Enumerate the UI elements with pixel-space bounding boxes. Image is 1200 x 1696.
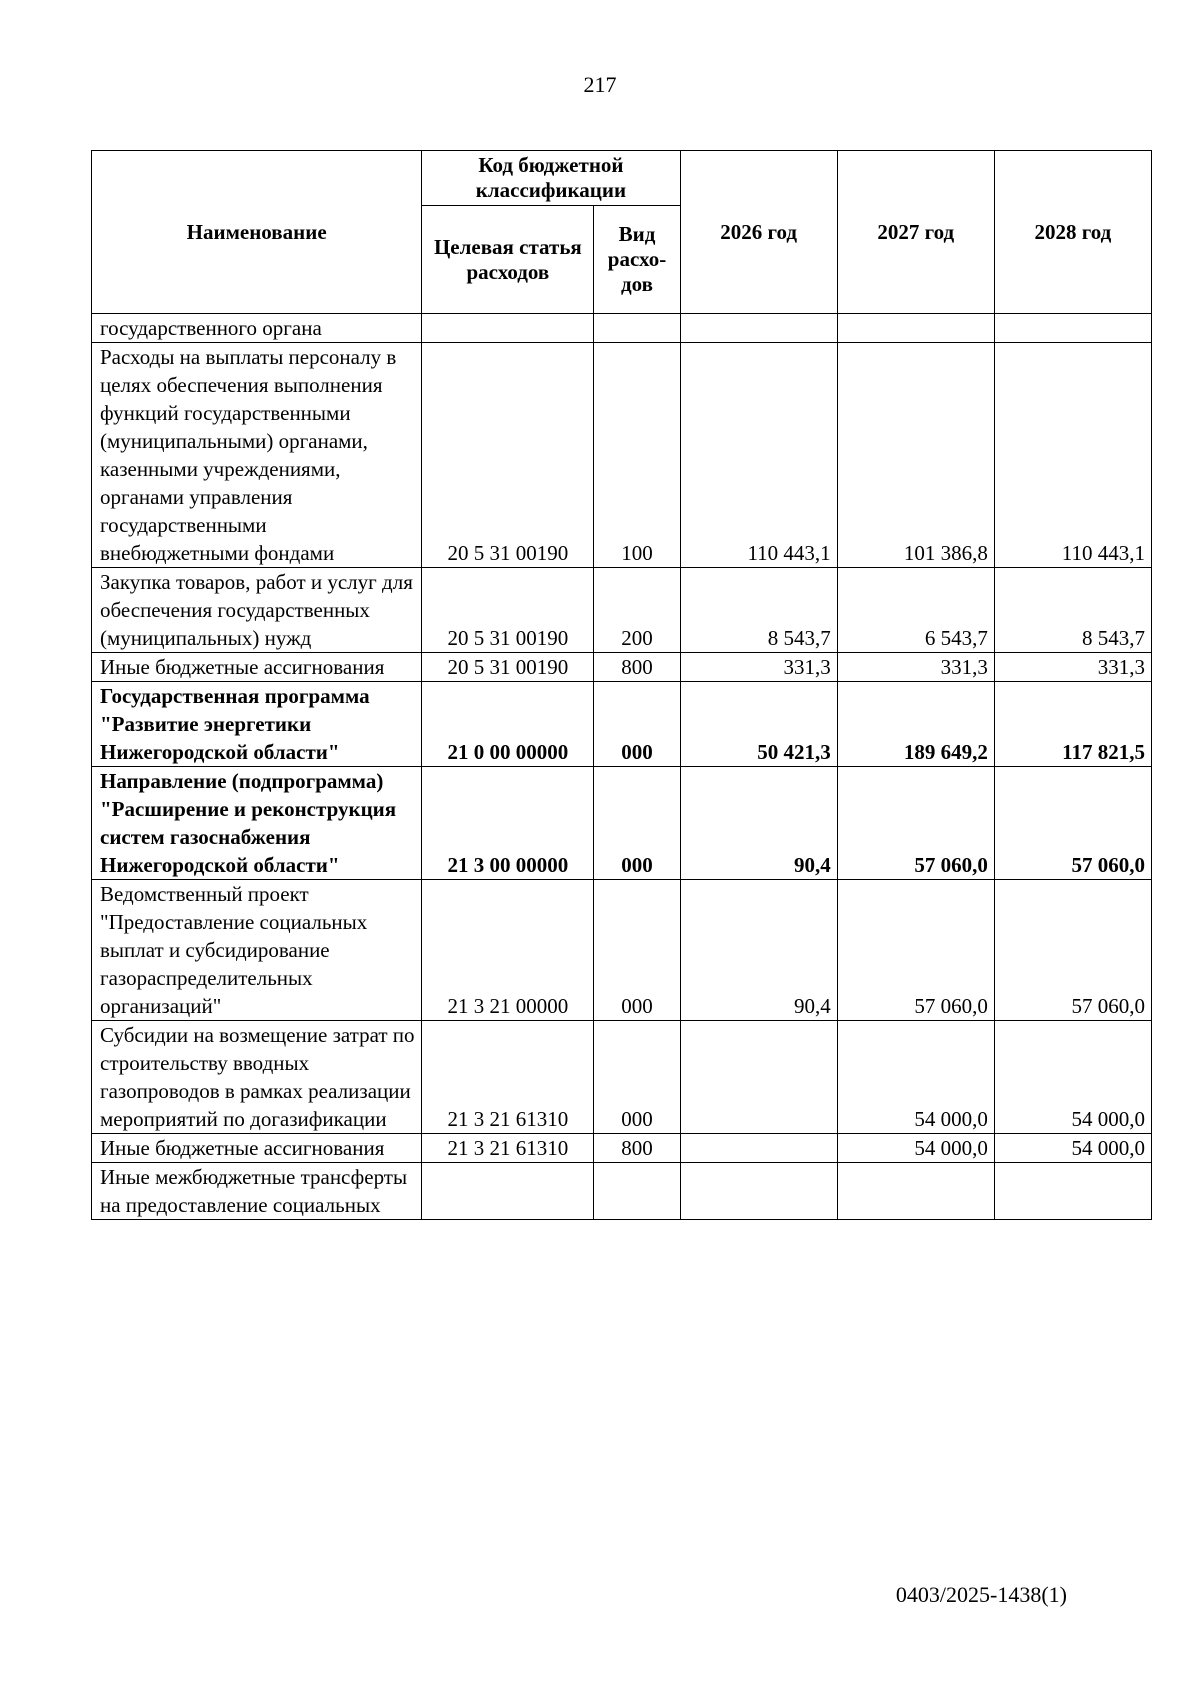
cell-name: Расходы на выплаты персоналу в целях обеспечения выполнения функций государственными (муниципальными) органами, казенными учреждениями, органами управления государственными внебюджетными фондами (92, 343, 422, 568)
cell-2028: 117 821,5 (994, 682, 1151, 767)
header-expense-type: Вид расхо-дов (594, 206, 680, 314)
cell-expense-type: 800 (594, 1134, 680, 1163)
cell-2026: 110 443,1 (680, 343, 837, 568)
header-year-2028: 2028 год (994, 151, 1151, 314)
cell-expense-type: 000 (594, 880, 680, 1021)
cell-2028: 331,3 (994, 653, 1151, 682)
cell-2028: 54 000,0 (994, 1134, 1151, 1163)
cell-name: Ведомственный проект "Предоставление социальных выплат и субсидирование газораспределительных организаций" (92, 880, 422, 1021)
table-row (92, 880, 1152, 1021)
cell-2028 (994, 314, 1151, 343)
cell-expense-type: 200 (594, 568, 680, 653)
header-code-group: Код бюджетной классификации (422, 151, 680, 206)
cell-name: Государственная программа "Развитие энергетики Нижегородской области" (92, 682, 422, 767)
cell-2026: 331,3 (680, 653, 837, 682)
cell-target-article: 21 3 21 61310 (422, 1134, 594, 1163)
cell-2027: 54 000,0 (837, 1134, 994, 1163)
cell-name: Иные бюджетные ассигнования (92, 653, 422, 682)
cell-name: Иные межбюджетные трансферты на предоставление социальных (92, 1163, 422, 1220)
cell-2028: 54 000,0 (994, 1021, 1151, 1134)
cell-target-article: 20 5 31 00190 (422, 653, 594, 682)
table-row (92, 343, 1152, 568)
cell-2026: 50 421,3 (680, 682, 837, 767)
table-row (92, 682, 1152, 767)
cell-2027: 57 060,0 (837, 767, 994, 880)
cell-2028: 8 543,7 (994, 568, 1151, 653)
table-row (92, 1134, 1152, 1163)
cell-target-article: 20 5 31 00190 (422, 568, 594, 653)
cell-target-article (422, 314, 594, 343)
cell-expense-type: 000 (594, 682, 680, 767)
budget-table (91, 150, 1152, 1220)
table-row (92, 314, 1152, 343)
cell-2028: 57 060,0 (994, 880, 1151, 1021)
header-target-article: Целевая статья расходов (422, 206, 594, 314)
table-row (92, 568, 1152, 653)
cell-target-article: 20 5 31 00190 (422, 343, 594, 568)
cell-2027: 331,3 (837, 653, 994, 682)
cell-target-article: 21 3 21 00000 (422, 880, 594, 1021)
cell-2026 (680, 1021, 837, 1134)
header-name: Наименование (92, 151, 422, 314)
cell-expense-type: 800 (594, 653, 680, 682)
cell-name: государственного органа (92, 314, 422, 343)
table-row (92, 1021, 1152, 1134)
cell-2026: 8 543,7 (680, 568, 837, 653)
cell-2026: 90,4 (680, 767, 837, 880)
page-number: 217 (583, 72, 617, 97)
table-header (92, 151, 1152, 314)
cell-expense-type: 000 (594, 1021, 680, 1134)
document-code: 0403/2025-1438(1) (895, 1582, 1067, 1607)
cell-name: Направление (подпрограмма) "Расширение и реконструкция систем газоснабжения Нижегородской области" (92, 767, 422, 880)
cell-2027: 189 649,2 (837, 682, 994, 767)
cell-expense-type (594, 1163, 680, 1220)
cell-2027: 57 060,0 (837, 880, 994, 1021)
cell-target-article: 21 3 00 00000 (422, 767, 594, 880)
cell-name: Иные бюджетные ассигнования (92, 1134, 422, 1163)
cell-2027 (837, 1163, 994, 1220)
cell-2026 (680, 1134, 837, 1163)
header-year-2027: 2027 год (837, 151, 994, 314)
table-body (92, 314, 1152, 1220)
cell-2028: 110 443,1 (994, 343, 1151, 568)
cell-2028 (994, 1163, 1151, 1220)
header-year-2026: 2026 год (680, 151, 837, 314)
table-row (92, 653, 1152, 682)
cell-expense-type (594, 314, 680, 343)
table-row (92, 767, 1152, 880)
cell-2027: 101 386,8 (837, 343, 994, 568)
table-row (92, 1163, 1152, 1220)
cell-2028: 57 060,0 (994, 767, 1151, 880)
cell-2027 (837, 314, 994, 343)
cell-2027: 54 000,0 (837, 1021, 994, 1134)
cell-2026 (680, 1163, 837, 1220)
cell-name: Закупка товаров, работ и услуг для обеспечения государственных (муниципальных) нужд (92, 568, 422, 653)
cell-target-article: 21 3 21 61310 (422, 1021, 594, 1134)
cell-2026: 90,4 (680, 880, 837, 1021)
cell-target-article: 21 0 00 00000 (422, 682, 594, 767)
cell-2026 (680, 314, 837, 343)
cell-2027: 6 543,7 (837, 568, 994, 653)
cell-target-article (422, 1163, 594, 1220)
cell-expense-type: 100 (594, 343, 680, 568)
cell-name: Субсидии на возмещение затрат по строительству вводных газопроводов в рамках реализации мероприятий по догазификации (92, 1021, 422, 1134)
cell-expense-type: 000 (594, 767, 680, 880)
